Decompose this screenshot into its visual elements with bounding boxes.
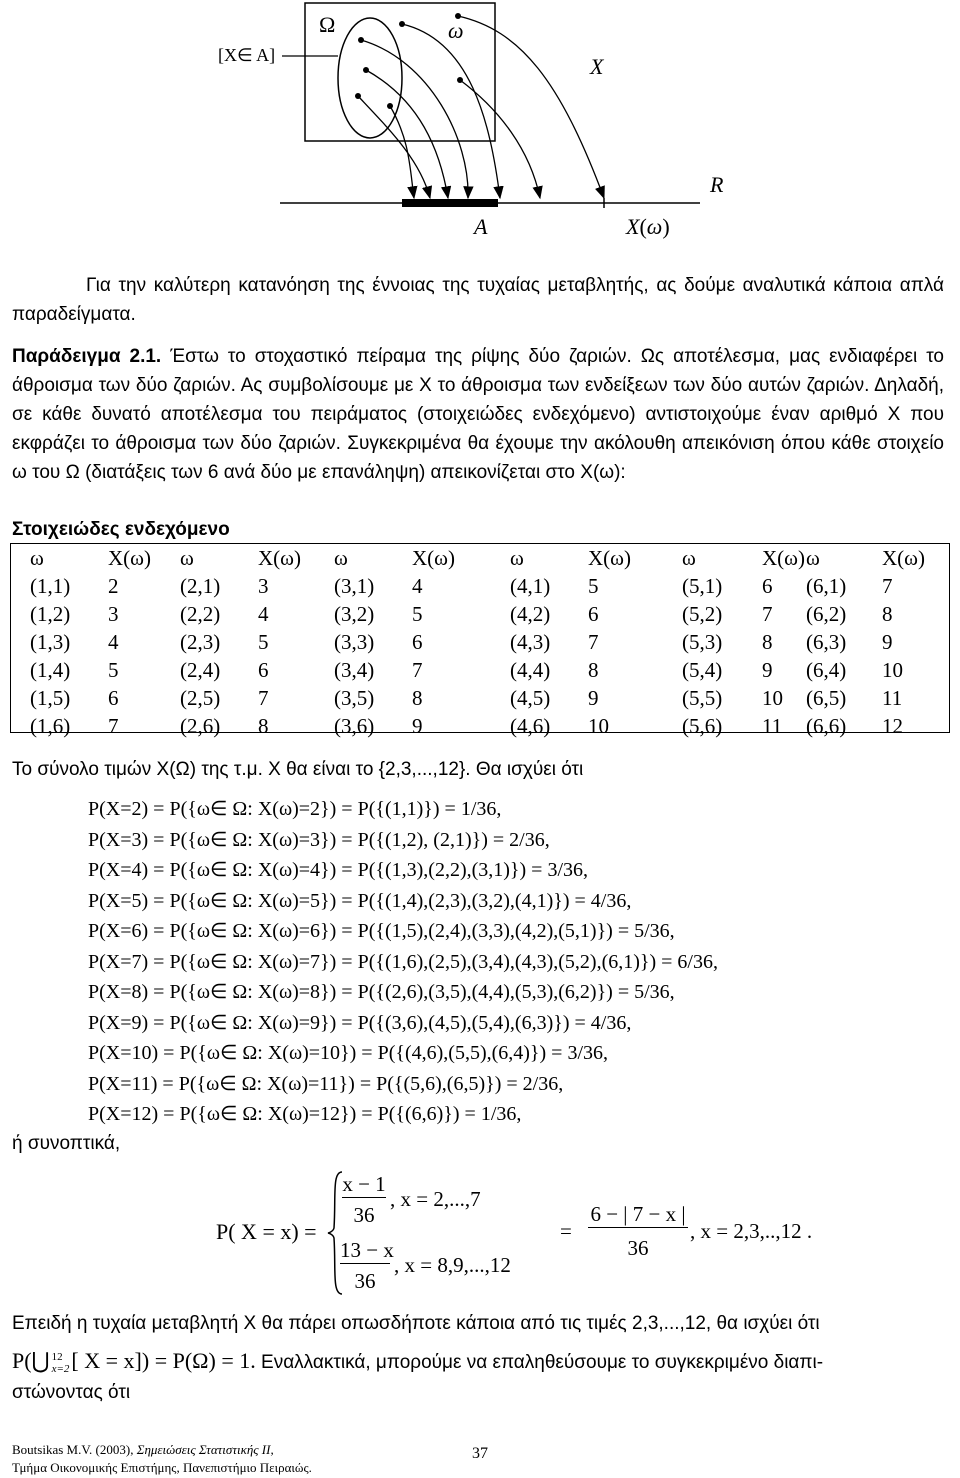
- outcome-cell: (3,3): [334, 630, 375, 654]
- outcome-cell: (1,4): [30, 658, 71, 682]
- sum-cell: 10: [762, 686, 783, 710]
- outcome-cell: (6,2): [806, 602, 847, 626]
- outcome-cell: (1,2): [30, 602, 71, 626]
- sum-cell: 6: [108, 686, 119, 710]
- sum-cell: 11: [762, 714, 783, 738]
- outcome-cell: (6,5): [806, 686, 847, 710]
- sum-cell: 7: [108, 714, 119, 738]
- outcome-cell: ω: [510, 546, 524, 570]
- intro-paragraph: Για την καλύτερη κατανόηση της έννοιας της τυχαίας μεταβλητής, ας δούμε αναλυτικά κάποια απλά παραδείγματα.: [12, 275, 944, 325]
- sum-cell: 5: [412, 602, 423, 626]
- sum-cell: 5: [108, 658, 119, 682]
- outcome-cell: (4,5): [510, 686, 551, 710]
- probability-equation: P(X=7) = P({ω∈ Ω: X(ω)=7}) = P({(1,6),(2,5),(3,4),(4,3),(5,2),(6,1)}) = 6/36,: [88, 950, 718, 973]
- X-label: X: [590, 54, 604, 79]
- sum-cell: X(ω): [588, 546, 631, 570]
- outcome-cell: (5,6): [682, 714, 723, 738]
- sum-cell: 8: [588, 658, 599, 682]
- sum-cell: 5: [588, 574, 599, 598]
- preimage-label: [X∈ A]: [218, 45, 276, 65]
- outcome-cell: (5,2): [682, 602, 723, 626]
- sum-cell: 10: [588, 714, 609, 738]
- case2-denominator: 36: [354, 1269, 376, 1293]
- sum-cell: X(ω): [882, 546, 925, 570]
- outcome-cell: (3,6): [334, 714, 375, 738]
- sum-cell: 9: [882, 630, 893, 654]
- probability-equation: P(X=4) = P({ω∈ Ω: X(ω)=4}) = P({(1,3),(2,2),(3,1)}) = 3/36,: [88, 859, 589, 881]
- sum-cell: 2: [108, 574, 119, 598]
- rhs-condition: , x = 2,3,..,12 .: [690, 1219, 813, 1243]
- preimage-ellipse: [338, 18, 402, 138]
- probability-equation: P(X=5) = P({ω∈ Ω: X(ω)=5}) = P({(1,4),(2,3),(3,2),(4,1)}) = 4/36,: [88, 889, 632, 912]
- sum-cell: 6: [588, 602, 599, 626]
- outcome-cell: (4,6): [510, 714, 551, 738]
- sum-cell: 10: [882, 658, 903, 682]
- outcome-cell: (3,5): [334, 686, 375, 710]
- probability-equation: P(X=10) = P({ω∈ Ω: X(ω)=10}) = P({(4,6),(5,5),(6,4)}) = 3/36,: [88, 1042, 609, 1064]
- sum-cell: 3: [108, 602, 119, 626]
- outcome-cell: (2,4): [180, 658, 221, 682]
- A-label: A: [474, 214, 488, 239]
- sum-cell: 3: [258, 574, 269, 598]
- outcome-cell: ω: [30, 546, 44, 570]
- sum-cell: X(ω): [108, 546, 151, 570]
- outcome-cell: (5,3): [682, 630, 723, 654]
- sum-cell: 7: [588, 630, 599, 654]
- sum-cell: 9: [588, 686, 599, 710]
- sum-cell: 8: [258, 714, 269, 738]
- outcome-cell: (5,4): [682, 658, 723, 682]
- closing-line2: P(⋃ 12 x=2 [ X = x]) = P(Ω) = 1. Εναλλακτικά, μπορούμε να επαληθεύσουμε το συγκεκριμένο διαπι-: [12, 1348, 824, 1375]
- outcome-cell: (6,1): [806, 574, 847, 598]
- closing-line3: στώνοντας ότι: [12, 1382, 131, 1403]
- footer-department: Τμήμα Οικονομικής Επιστήμης, Πανεπιστήμιο Πειραιώς.: [12, 1460, 312, 1475]
- sum-cell: X(ω): [762, 546, 805, 570]
- formula-lhs: P( X = x) =: [216, 1219, 317, 1244]
- sum-cell: 5: [258, 630, 269, 654]
- outcome-cell: (2,1): [180, 574, 221, 598]
- mapping-arrows: [358, 16, 604, 198]
- outcome-cell: (6,6): [806, 714, 847, 738]
- page-number: 37: [472, 1445, 488, 1462]
- sum-cell: 4: [412, 574, 423, 598]
- sum-cell: X(ω): [412, 546, 455, 570]
- sum-cell: 8: [762, 630, 773, 654]
- outcome-cell: (5,1): [682, 574, 723, 598]
- X-omega-label: X(ω): [626, 214, 670, 239]
- sum-cell: 6: [762, 574, 773, 598]
- sum-cell: 12: [882, 714, 903, 738]
- outcome-cell: ω: [806, 546, 820, 570]
- omega-label: Ω: [319, 12, 336, 37]
- sum-cell: 4: [258, 602, 269, 626]
- case2-condition: , x = 8,9,...,12: [394, 1253, 511, 1277]
- case1-denominator: 36: [353, 1203, 375, 1227]
- example-title: Παράδειγμα 2.1.: [12, 346, 162, 367]
- probability-equation: P(X=6) = P({ω∈ Ω: X(ω)=6}) = P({(1,5),(2,4),(3,3),(4,2),(5,1)}) = 5/36,: [88, 920, 675, 942]
- value-set-line: Το σύνολο τιμών X(Ω) της τ.μ. X θα είναι το {2,3,...,12}. Θα ισχύει ότι: [12, 759, 584, 780]
- probability-equation: P(X=11) = P({ω∈ Ω: X(ω)=11}) = P({(5,6),(6,5)}) = 2/36,: [88, 1072, 564, 1095]
- outcome-cell: (5,5): [682, 686, 723, 710]
- outcome-cell: (2,6): [180, 714, 221, 738]
- case1-condition: , x = 2,...,7: [390, 1187, 481, 1211]
- sum-cell: 7: [882, 574, 893, 598]
- outcome-cell: (4,1): [510, 574, 551, 598]
- sum-cell: X(ω): [258, 546, 301, 570]
- example-text: Έστω το στοχαστικό πείραμα της ρίψης δύο ζαριών. Ως αποτέλεσμα, μας ενδιαφέρει το άθροισμα των δύο ζαριών. Ας συμβολίσουμε με X το άθροισμα των ενδείξεων των δύο αυτών ζαριών. Δηλαδή, σε κάθε δυνατό αποτέλεσμα του πειράματος (στοιχειώδες ενδεχόμενο) αντιστοιχούμε έναν αριθμό X που εκφράζει το άθροισμα των δύο ζαριών. Συγκεκριμένα θα έχουμε την ακόλουθη απεικόνιση όπου κάθε στοιχείο ω του Ω (διατάξεις των 6 ανά δύο με επανάληψη) απεικονίζεται στο X(ω):: [12, 346, 945, 483]
- footer-citation: Boutsikas M.V. (2003), Σημειώσεις Στατιστικής ΙΙ,: [12, 1442, 274, 1457]
- sum-cell: 11: [882, 686, 903, 710]
- outcome-cell: ω: [180, 546, 194, 570]
- outcome-cell: (3,1): [334, 574, 375, 598]
- outcome-cell: ω: [334, 546, 348, 570]
- sample-points: [355, 13, 463, 109]
- sum-cell: 7: [258, 686, 269, 710]
- outcome-cell: (4,4): [510, 658, 551, 682]
- omega-point-label: ω: [448, 18, 464, 43]
- outcome-cell: ω: [682, 546, 696, 570]
- case1-numerator: x − 1: [342, 1172, 386, 1196]
- sum-cell: 8: [412, 686, 423, 710]
- summary-label: ή συνοπτικά,: [12, 1133, 121, 1154]
- outcome-cell: (3,2): [334, 602, 375, 626]
- outcome-cell: (4,3): [510, 630, 551, 654]
- outcome-cell: (1,5): [30, 686, 71, 710]
- probability-equation: P(X=3) = P({ω∈ Ω: X(ω)=3}) = P({(1,2), (2,1)}) = 2/36,: [88, 828, 550, 851]
- sum-cell: 6: [258, 658, 269, 682]
- outcome-cell: (6,4): [806, 658, 847, 682]
- formula-equals: =: [560, 1219, 572, 1243]
- case2-numerator: 13 − x: [340, 1238, 394, 1262]
- outcome-cell: (2,3): [180, 630, 221, 654]
- rhs-numerator: 6 − | 7 − x |: [588, 1202, 688, 1228]
- sum-cell: 9: [762, 658, 773, 682]
- sum-cell: 6: [412, 630, 423, 654]
- outcome-cell: (4,2): [510, 602, 551, 626]
- outcome-cell: (3,4): [334, 658, 375, 682]
- outcome-cell: (2,5): [180, 686, 221, 710]
- outcome-cell: (1,1): [30, 574, 71, 598]
- outcome-cell: (2,2): [180, 602, 221, 626]
- probability-equation: P(X=2) = P({ω∈ Ω: X(ω)=2}) = P({(1,1)}) = 1/36,: [88, 798, 502, 820]
- sum-cell: 4: [108, 630, 119, 654]
- probability-equation: P(X=9) = P({ω∈ Ω: X(ω)=9}) = P({(3,6),(4,5),(5,4),(6,3)}) = 4/36,: [88, 1011, 632, 1034]
- outcome-cell: (1,3): [30, 630, 71, 654]
- outcome-cell: (1,6): [30, 714, 71, 738]
- probability-equation: P(X=8) = P({ω∈ Ω: X(ω)=8}) = P({(2,6),(3,5),(4,4),(5,3),(6,2)}) = 5/36,: [88, 981, 675, 1003]
- sum-cell: 9: [412, 714, 423, 738]
- probability-equation: P(X=12) = P({ω∈ Ω: X(ω)=12}) = P({(6,6)}) = 1/36,: [88, 1103, 522, 1125]
- set-A-segment: [402, 199, 498, 207]
- sum-cell: 7: [762, 602, 773, 626]
- sum-cell: 8: [882, 602, 893, 626]
- mapping-diagram: [0, 0, 960, 245]
- example-paragraph: [12, 342, 944, 487]
- outcome-cell: (6,3): [806, 630, 847, 654]
- rhs-denominator: 36: [627, 1236, 649, 1260]
- table-title: Στοιχειώδες ενδεχόμενο: [12, 519, 230, 540]
- R-label: R: [710, 172, 724, 197]
- sum-cell: 7: [412, 658, 423, 682]
- closing-line1: Επειδή η τυχαία μεταβλητή X θα πάρει οπωσδήποτε κάποια από τις τιμές 2,3,...,12, θα ισχύει ότι: [12, 1313, 820, 1334]
